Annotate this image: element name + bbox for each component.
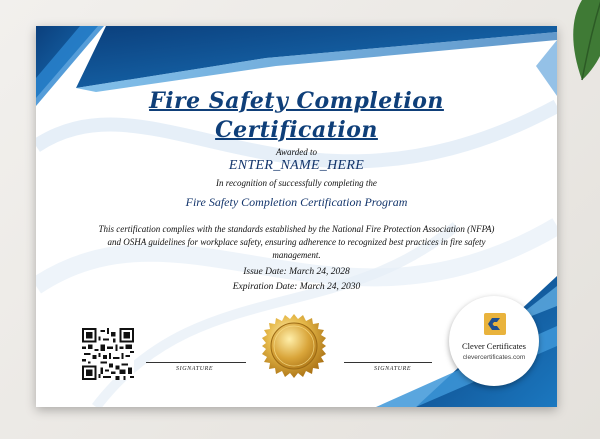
signature-label-right: SIGNATURE <box>374 366 412 372</box>
qr-code-icon <box>82 328 134 380</box>
signature-line-right <box>344 362 432 363</box>
certificate-title-line2: Certification <box>215 117 378 143</box>
clever-certificates-logo-icon <box>484 313 506 335</box>
certificate-title-line1: Fire Safety Completion <box>149 88 444 114</box>
expiration-date: Expiration Date: March 24, 2030 <box>232 282 361 292</box>
plant-leaf-icon <box>564 0 600 90</box>
gold-seal-icon <box>261 313 327 379</box>
issue-date: Issue Date: March 24, 2028 <box>243 267 350 277</box>
program-name: Fire Safety Completion Certification Program <box>185 195 408 209</box>
brand-website: clevercertificates.com <box>462 354 526 361</box>
brand-badge <box>449 296 539 386</box>
compliance-text: This certification complies with the standards established by the National Fire Protection Association (NFPA) and OSHA guidelines for workplace safety, ensuring adherence to recognized best practices in fire safety management. <box>98 224 495 260</box>
recognition-text: In recognition of successfully completing the <box>216 178 377 188</box>
recipient-name: ENTER_NAME_HERE <box>228 158 365 173</box>
signature-line-left <box>146 362 246 363</box>
brand-name: Clever Certificates <box>462 341 526 351</box>
signature-label-left: SIGNATURE <box>176 366 214 372</box>
awarded-to-label: Awarded to <box>276 147 317 157</box>
certificate <box>36 26 557 407</box>
